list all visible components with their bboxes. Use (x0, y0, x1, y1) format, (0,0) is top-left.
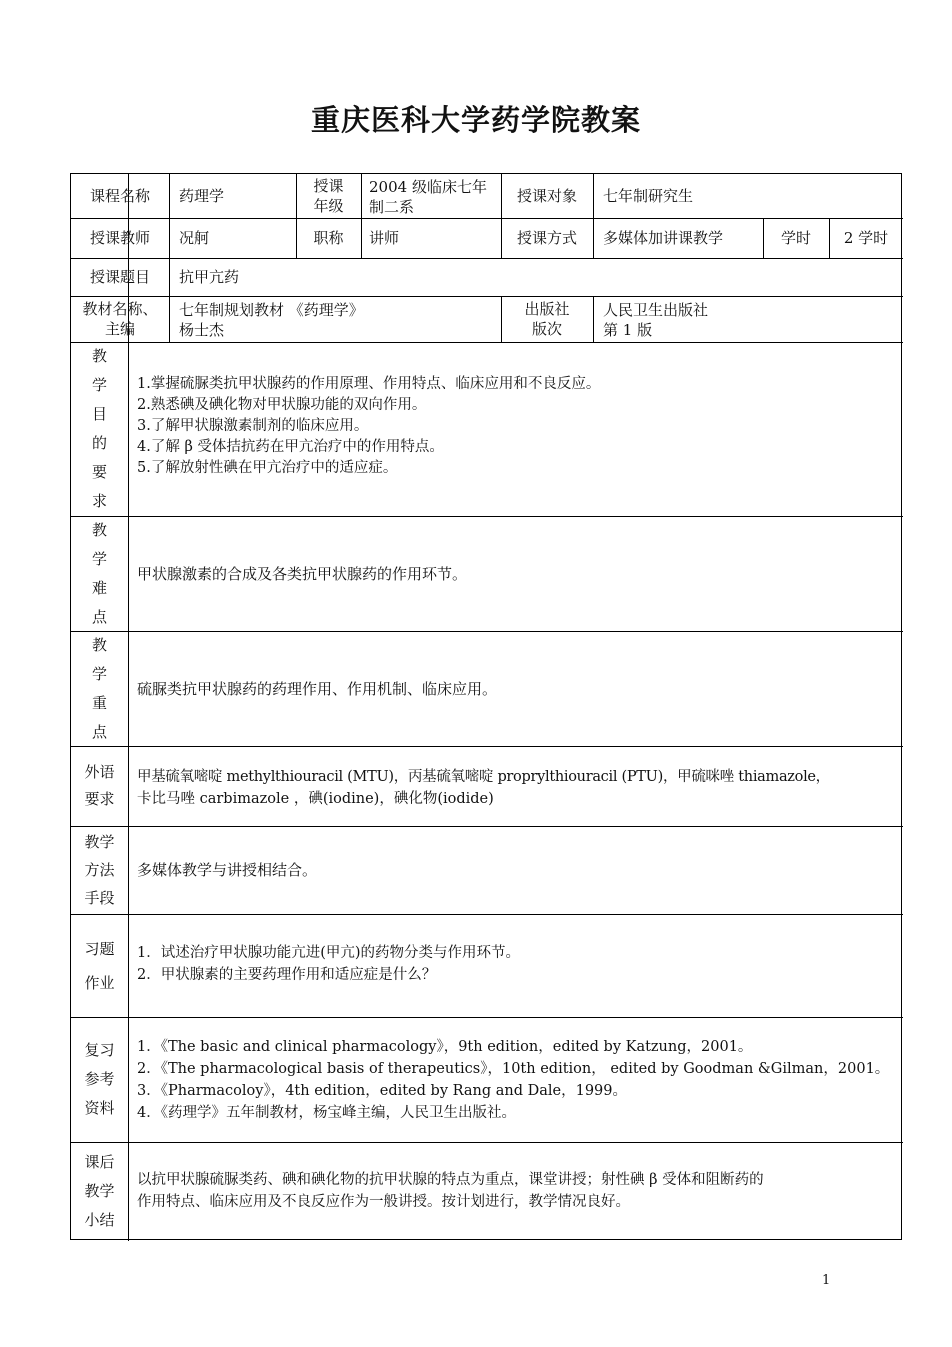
teaching-method-value: 多媒体加讲课教学 (603, 229, 724, 247)
reference-item: 4．《药理学》五年制教材，杨宝峰主编，人民卫生出版社。 (137, 1105, 516, 1121)
column-divider (593, 296, 594, 342)
label-char: 难 (91, 578, 107, 597)
objective-item: 3.了解甲状腺激素制剂的临床应用。 (137, 418, 369, 434)
job-title-value: 讲师 (369, 229, 400, 247)
methods-label (71, 826, 128, 914)
topic-value: 抗甲亢药 (179, 268, 240, 286)
homework-item: 2．甲状腺素的主要药理作用和适应症是什么？ (137, 967, 437, 983)
term-line: 卡比马唑 carbimazole ，碘(iodine)，碘化物(iodide) (137, 791, 494, 807)
reference-item: 2．《The pharmacological basis of therapeutics》，10th edition， edited by Goodman &Gilman，2001。 (137, 1061, 890, 1077)
publisher-value-line: 第 1 版 (603, 321, 653, 339)
reference-item: 1．《The basic and clinical pharmacology》，9th edition，edited by Katzung，2001。 (137, 1039, 753, 1055)
label-line: 教学 (84, 1182, 115, 1200)
homework-label (71, 914, 128, 1017)
label-char: 教 (91, 635, 107, 654)
label-char: 求 (91, 492, 107, 510)
course-name-value: 药理学 (179, 187, 225, 205)
key-points-label (71, 631, 128, 746)
label-line: 复习 (84, 1041, 115, 1059)
homework-item: 1．试述治疗甲状腺功能亢进(甲亢)的药物分类与作用环节。 (137, 945, 521, 961)
grade-label-line: 授课 (313, 177, 344, 195)
label-char: 教 (91, 520, 107, 539)
row-divider (71, 746, 903, 747)
summary-label (71, 1142, 128, 1241)
key-points-text: 硫脲类抗甲状腺药的药理作用、作用机制、临床应用。 (137, 679, 498, 698)
column-divider (361, 174, 362, 258)
textbook-label (71, 296, 169, 342)
foreign-language-terms (137, 766, 899, 810)
publisher-value-line: 人民卫生出版社 (603, 301, 709, 319)
label-line: 外语 (84, 763, 115, 781)
row-divider (71, 342, 903, 343)
hours-label: 学时 (780, 229, 811, 247)
textbook-label-line: 教材名称、 (82, 300, 158, 318)
label-char: 学 (91, 549, 107, 568)
objectives-label (71, 342, 128, 516)
course-name-label: 课程名称 (89, 187, 150, 205)
textbook-label-line: 主编 (104, 320, 135, 338)
lesson-plan-table (70, 173, 902, 1240)
publisher-label-line: 版次 (531, 320, 562, 338)
summary-line: 以抗甲状腺硫脲类药、碘和碘化物的抗甲状腺的特点为重点，课堂讲授；射性碘 β 受体和阻断药的 (137, 1172, 764, 1188)
objectives-list (137, 374, 897, 479)
textbook-value-line: 杨士杰 (179, 321, 225, 339)
row-divider (71, 1017, 903, 1018)
teacher-value: 况舸 (179, 229, 210, 247)
textbook-value (179, 298, 499, 342)
grade-value-line: 2004 级临床七年 (369, 178, 487, 196)
reference-item: 3．《Pharmacoloy》，4th edition，edited by Rang and Dale，1999。 (137, 1083, 628, 1099)
summary-text (137, 1169, 899, 1213)
publisher-label-line: 出版社 (524, 300, 570, 318)
label-char: 的 (91, 434, 107, 452)
teacher-label: 授课教师 (89, 229, 150, 247)
objective-item: 1.掌握硫脲类抗甲状腺药的作用原理、作用特点、临床应用和不良反应。 (137, 376, 601, 392)
page-number: 1 (822, 1273, 831, 1288)
job-title-label: 职称 (313, 229, 344, 247)
label-char: 学 (91, 664, 107, 683)
label-line: 手段 (84, 889, 115, 907)
objective-item: 4.了解 β 受体拮抗药在甲亢治疗中的作用特点。 (137, 439, 444, 455)
target-label: 授课对象 (516, 187, 577, 205)
label-char: 要 (91, 463, 107, 481)
publisher-value (603, 298, 893, 342)
label-line: 方法 (84, 861, 115, 879)
grade-label (296, 174, 361, 218)
row-divider (71, 1142, 903, 1143)
term-line: 甲基硫氧嘧啶 methylthiouracil (MTU)，丙基硫氧嘧啶 proprylthiouracil (PTU)，甲硫咪唑 thiamazole， (137, 769, 830, 785)
publisher-label (501, 296, 593, 342)
row-divider (71, 914, 903, 915)
difficulties-text: 甲状腺激素的合成及各类抗甲状腺药的作用环节。 (137, 564, 468, 583)
grade-value (369, 176, 501, 218)
label-char: 目 (91, 405, 107, 423)
column-divider (169, 296, 170, 342)
label-char: 重 (91, 693, 107, 712)
label-char: 教 (91, 347, 107, 365)
label-char: 点 (91, 722, 107, 741)
topic-label: 授课题目 (89, 268, 150, 286)
homework-list (137, 942, 897, 986)
methods-text: 多媒体教学与讲授相结合。 (137, 861, 318, 879)
references-list (137, 1036, 899, 1124)
label-line: 教学 (84, 833, 115, 851)
label-line: 参考 (84, 1070, 115, 1088)
grade-value-line: 制二系 (369, 198, 415, 216)
label-line: 资料 (84, 1099, 115, 1117)
objective-item: 2.熟悉碘及碘化物对甲状腺功能的双向作用。 (137, 397, 427, 413)
label-char: 点 (91, 607, 107, 626)
column-divider (593, 174, 594, 258)
foreign-language-label (71, 746, 128, 826)
grade-label-line: 年级 (313, 197, 344, 215)
label-line: 课后 (84, 1153, 115, 1171)
teaching-method-label: 授课方式 (516, 229, 577, 247)
textbook-value-line: 七年制规划教材 《药理学》 (179, 301, 364, 319)
objective-item: 5.了解放射性碘在甲亢治疗中的适应症。 (137, 460, 398, 476)
target-value: 七年制研究生 (603, 187, 694, 205)
label-line: 要求 (84, 790, 115, 808)
label-char: 学 (91, 376, 107, 394)
label-line: 作业 (84, 973, 115, 992)
column-divider (169, 174, 170, 258)
summary-line: 作用特点、临床应用及不良反应作为一般讲授。按计划进行，教学情况良好。 (137, 1194, 630, 1210)
difficulties-label (71, 516, 128, 631)
label-line: 习题 (84, 939, 115, 958)
page-title: 重庆医科大学药学院教案 (310, 103, 641, 137)
label-line: 小结 (84, 1211, 115, 1229)
row-divider (71, 296, 903, 297)
column-divider (169, 258, 170, 296)
hours-value: 2 学时 (843, 229, 889, 247)
references-label (71, 1017, 128, 1142)
